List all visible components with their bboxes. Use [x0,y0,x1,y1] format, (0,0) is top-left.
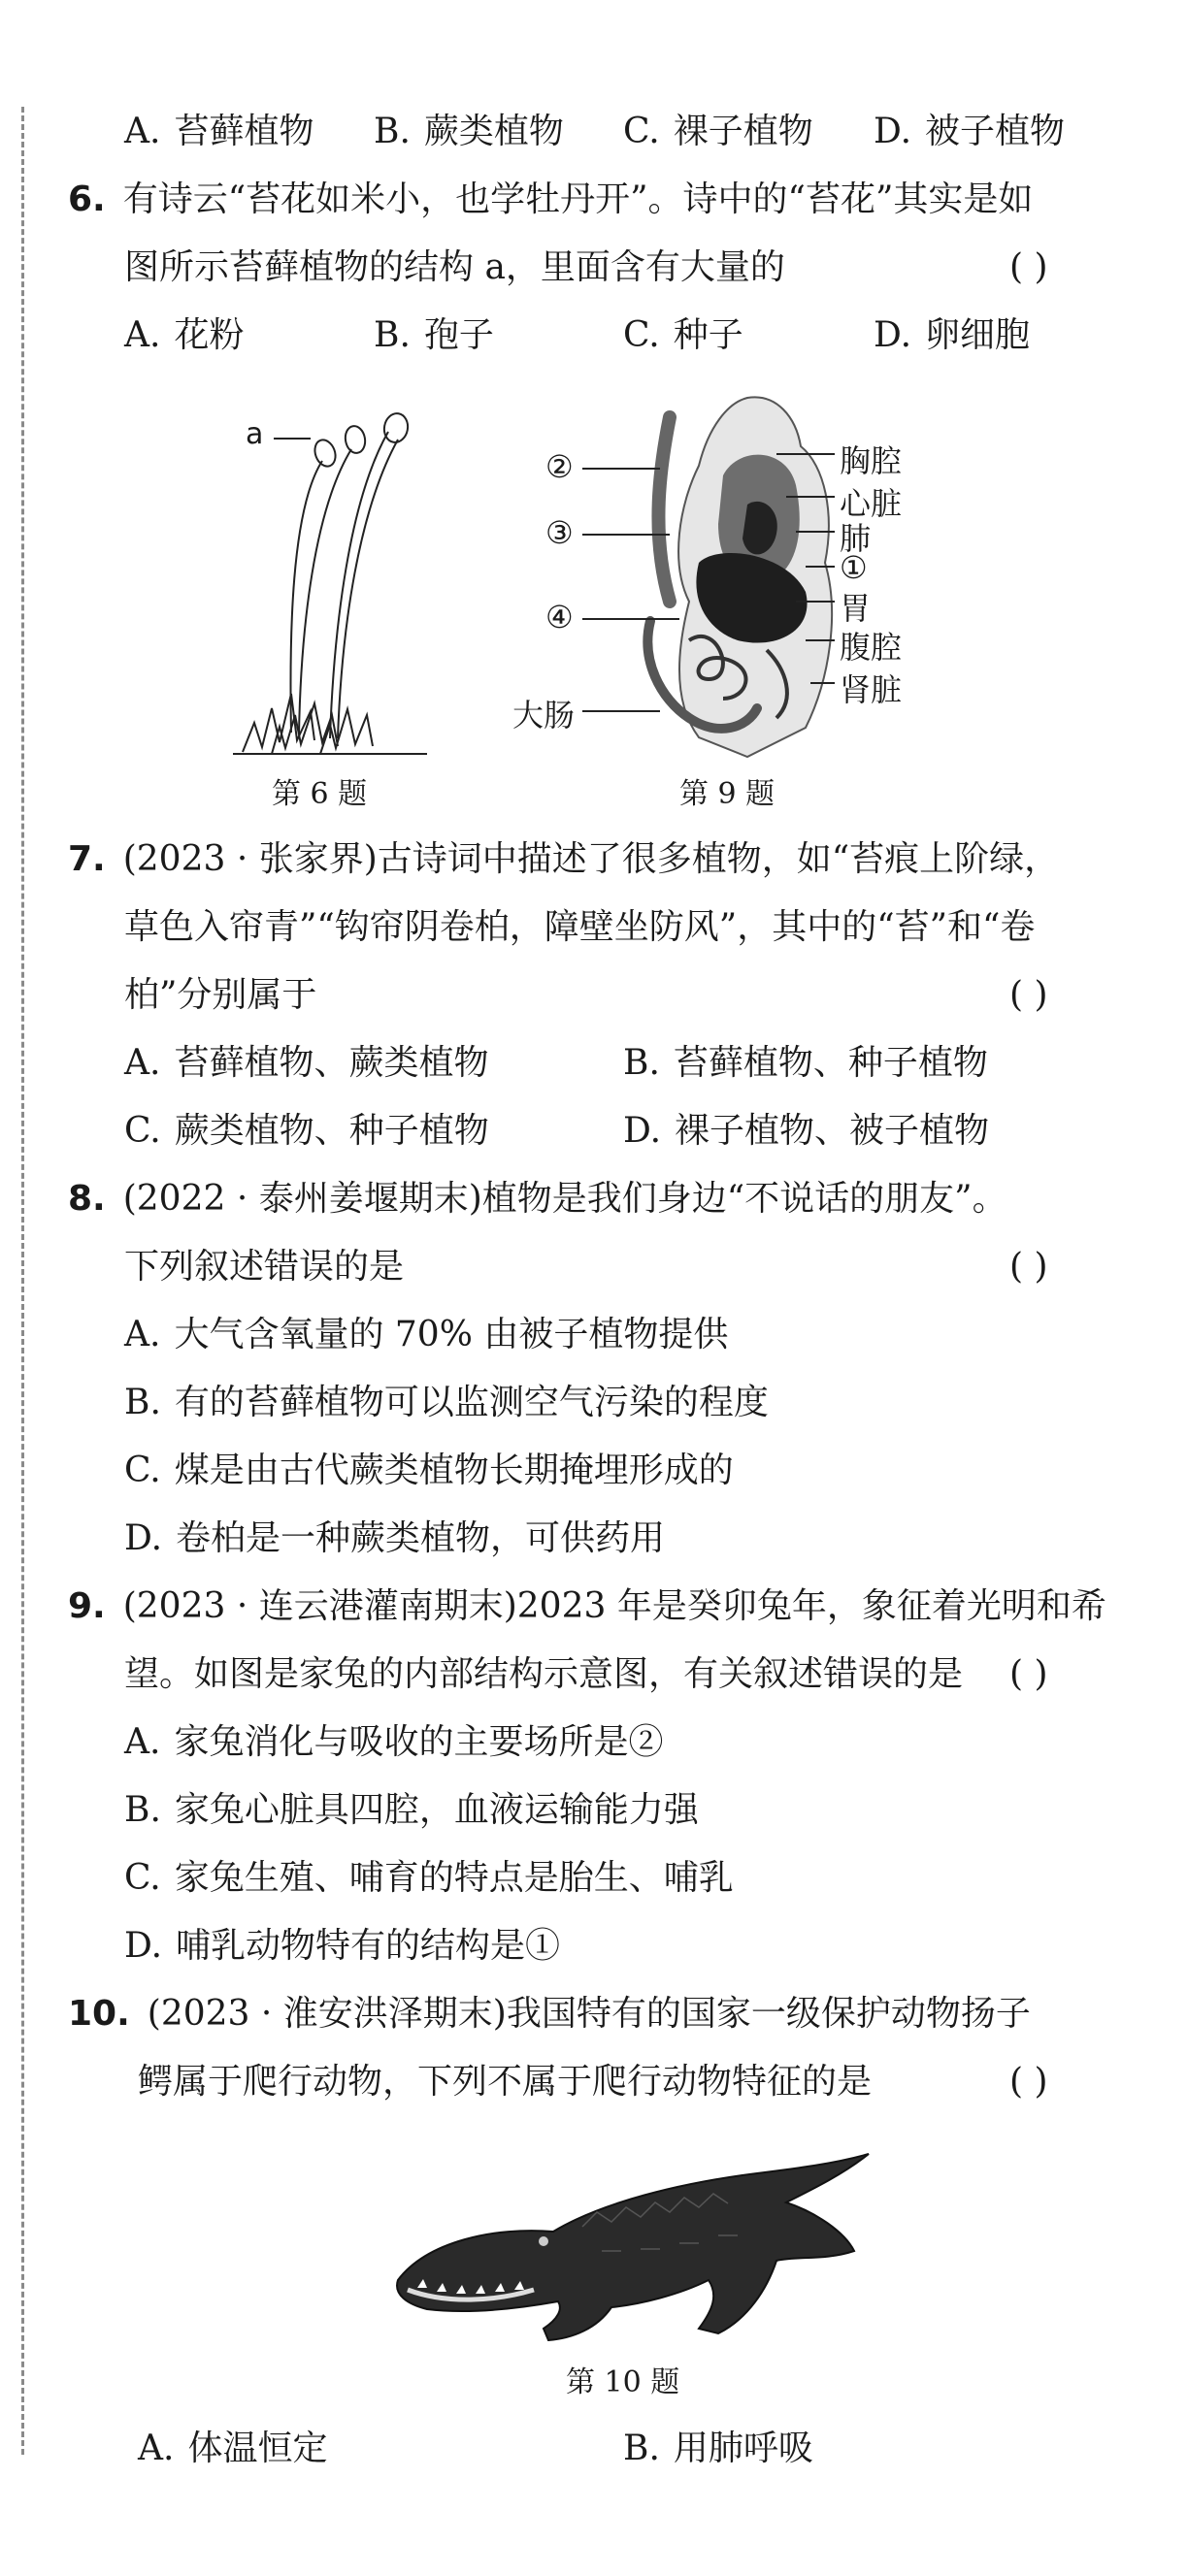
q9-line-1: 9. (2023 · 连云港灌南期末)2023 年是癸卯兔年，象征着光明和希 [68,1586,1106,1626]
q7-option-a: A. 苔藓植物、蕨类植物 [124,1043,489,1083]
q8-option-d: D. 卷柏是一种蕨类植物，可供药用 [124,1518,666,1558]
rabbit-label-stomach: 胃 [840,590,872,627]
rabbit-label-thoracic-cavity: 胸腔 [840,442,903,479]
q6-option-d: D. 卵细胞 [874,315,1031,355]
q7-answer-paren: ( ) [1009,975,1048,1015]
q8-line-2: 下列叙述错误的是 [124,1247,405,1287]
q9-line-2: 望。如图是家兔的内部结构示意图，有关叙述错误的是 [124,1654,964,1694]
rabbit-label-abdominal-cavity: 腹腔 [840,629,903,666]
rabbit-label-1: ① [840,549,868,586]
rabbit-label-3: ③ [545,514,574,551]
q10-line-1: 10. (2023 · 淮安洪泽期末)我国特有的国家一级保护动物扬子 [68,1994,1031,2034]
q6-option-a: A. 花粉 [124,315,245,355]
q7-option-c: C. 蕨类植物、种子植物 [124,1111,489,1151]
q10-option-b: B. 用肺呼吸 [623,2429,813,2468]
q9-option-c: C. 家兔生殖、哺育的特点是胎生、哺乳 [124,1858,734,1898]
q6-line-2: 图所示苔藓植物的结构 a，里面含有大量的 [124,247,785,287]
q6-line-1: 6. 有诗云“苔花如米小，也学牡丹开”。诗中的“苔花”其实是如 [68,179,1034,219]
rabbit-label-large-intestine: 大肠 [512,697,576,734]
rabbit-label-lung: 肺 [840,520,872,557]
rabbit-label-kidney: 肾脏 [840,671,903,708]
figure-6-caption: 第 6 题 [272,777,368,811]
q10-option-a: A. 体温恒定 [138,2429,328,2468]
rabbit-label-4: ④ [545,599,574,636]
q7-line-2: 草色入帘青”“钩帘阴卷柏，障壁坐防风”，其中的“苔”和“卷 [124,907,1036,947]
q8-option-c: C. 煤是由古代蕨类植物长期掩埋形成的 [124,1451,734,1490]
moss-label-a: a [246,417,264,451]
rabbit-label-2: ② [545,448,574,485]
q8-answer-paren: ( ) [1009,1247,1048,1287]
q9-answer-paren: ( ) [1009,1654,1048,1694]
q6-answer-paren: ( ) [1009,247,1048,287]
q5-option-d: D. 被子植物 [874,112,1066,151]
rabbit-label-heart: 心脏 [840,485,903,522]
figure-10-caption: 第 10 题 [566,2365,680,2399]
q10-answer-paren: ( ) [1009,2062,1048,2102]
q5-option-a: A. 苔藓植物 [124,112,314,151]
q5-option-c: C. 裸子植物 [623,112,813,151]
alligator-figure [388,2135,874,2348]
figure-9-caption: 第 9 题 [679,777,776,811]
q9-option-d: D. 哺乳动物特有的结构是① [124,1926,561,1966]
q7-option-d: D. 裸子植物、被子植物 [623,1111,990,1151]
q8-option-a: A. 大气含氧量的 70% 由被子植物提供 [124,1315,729,1354]
q6-option-b: B. 孢子 [374,315,494,355]
q6-option-c: C. 种子 [623,315,743,355]
q8-line-1: 8. (2022 · 泰州姜堰期末)植物是我们身边“不说话的朋友”。 [68,1179,1007,1219]
q9-option-a: A. 家兔消化与吸收的主要场所是② [124,1722,664,1762]
q7-line-3: 柏”分别属于 [124,975,317,1015]
q10-line-2: 鳄属于爬行动物，下列不属于爬行动物特征的是 [138,2062,873,2102]
q5-option-b: B. 蕨类植物 [374,112,564,151]
q9-option-b: B. 家兔心脏具四腔，血液运输能力强 [124,1790,699,1830]
q7-option-b: B. 苔藓植物、种子植物 [623,1043,988,1083]
q8-option-b: B. 有的苔藓植物可以监测空气污染的程度 [124,1383,769,1422]
q7-line-1: 7. (2023 · 张家界)古诗词中描述了很多植物，如“苔痕上阶绿， [68,839,1060,879]
